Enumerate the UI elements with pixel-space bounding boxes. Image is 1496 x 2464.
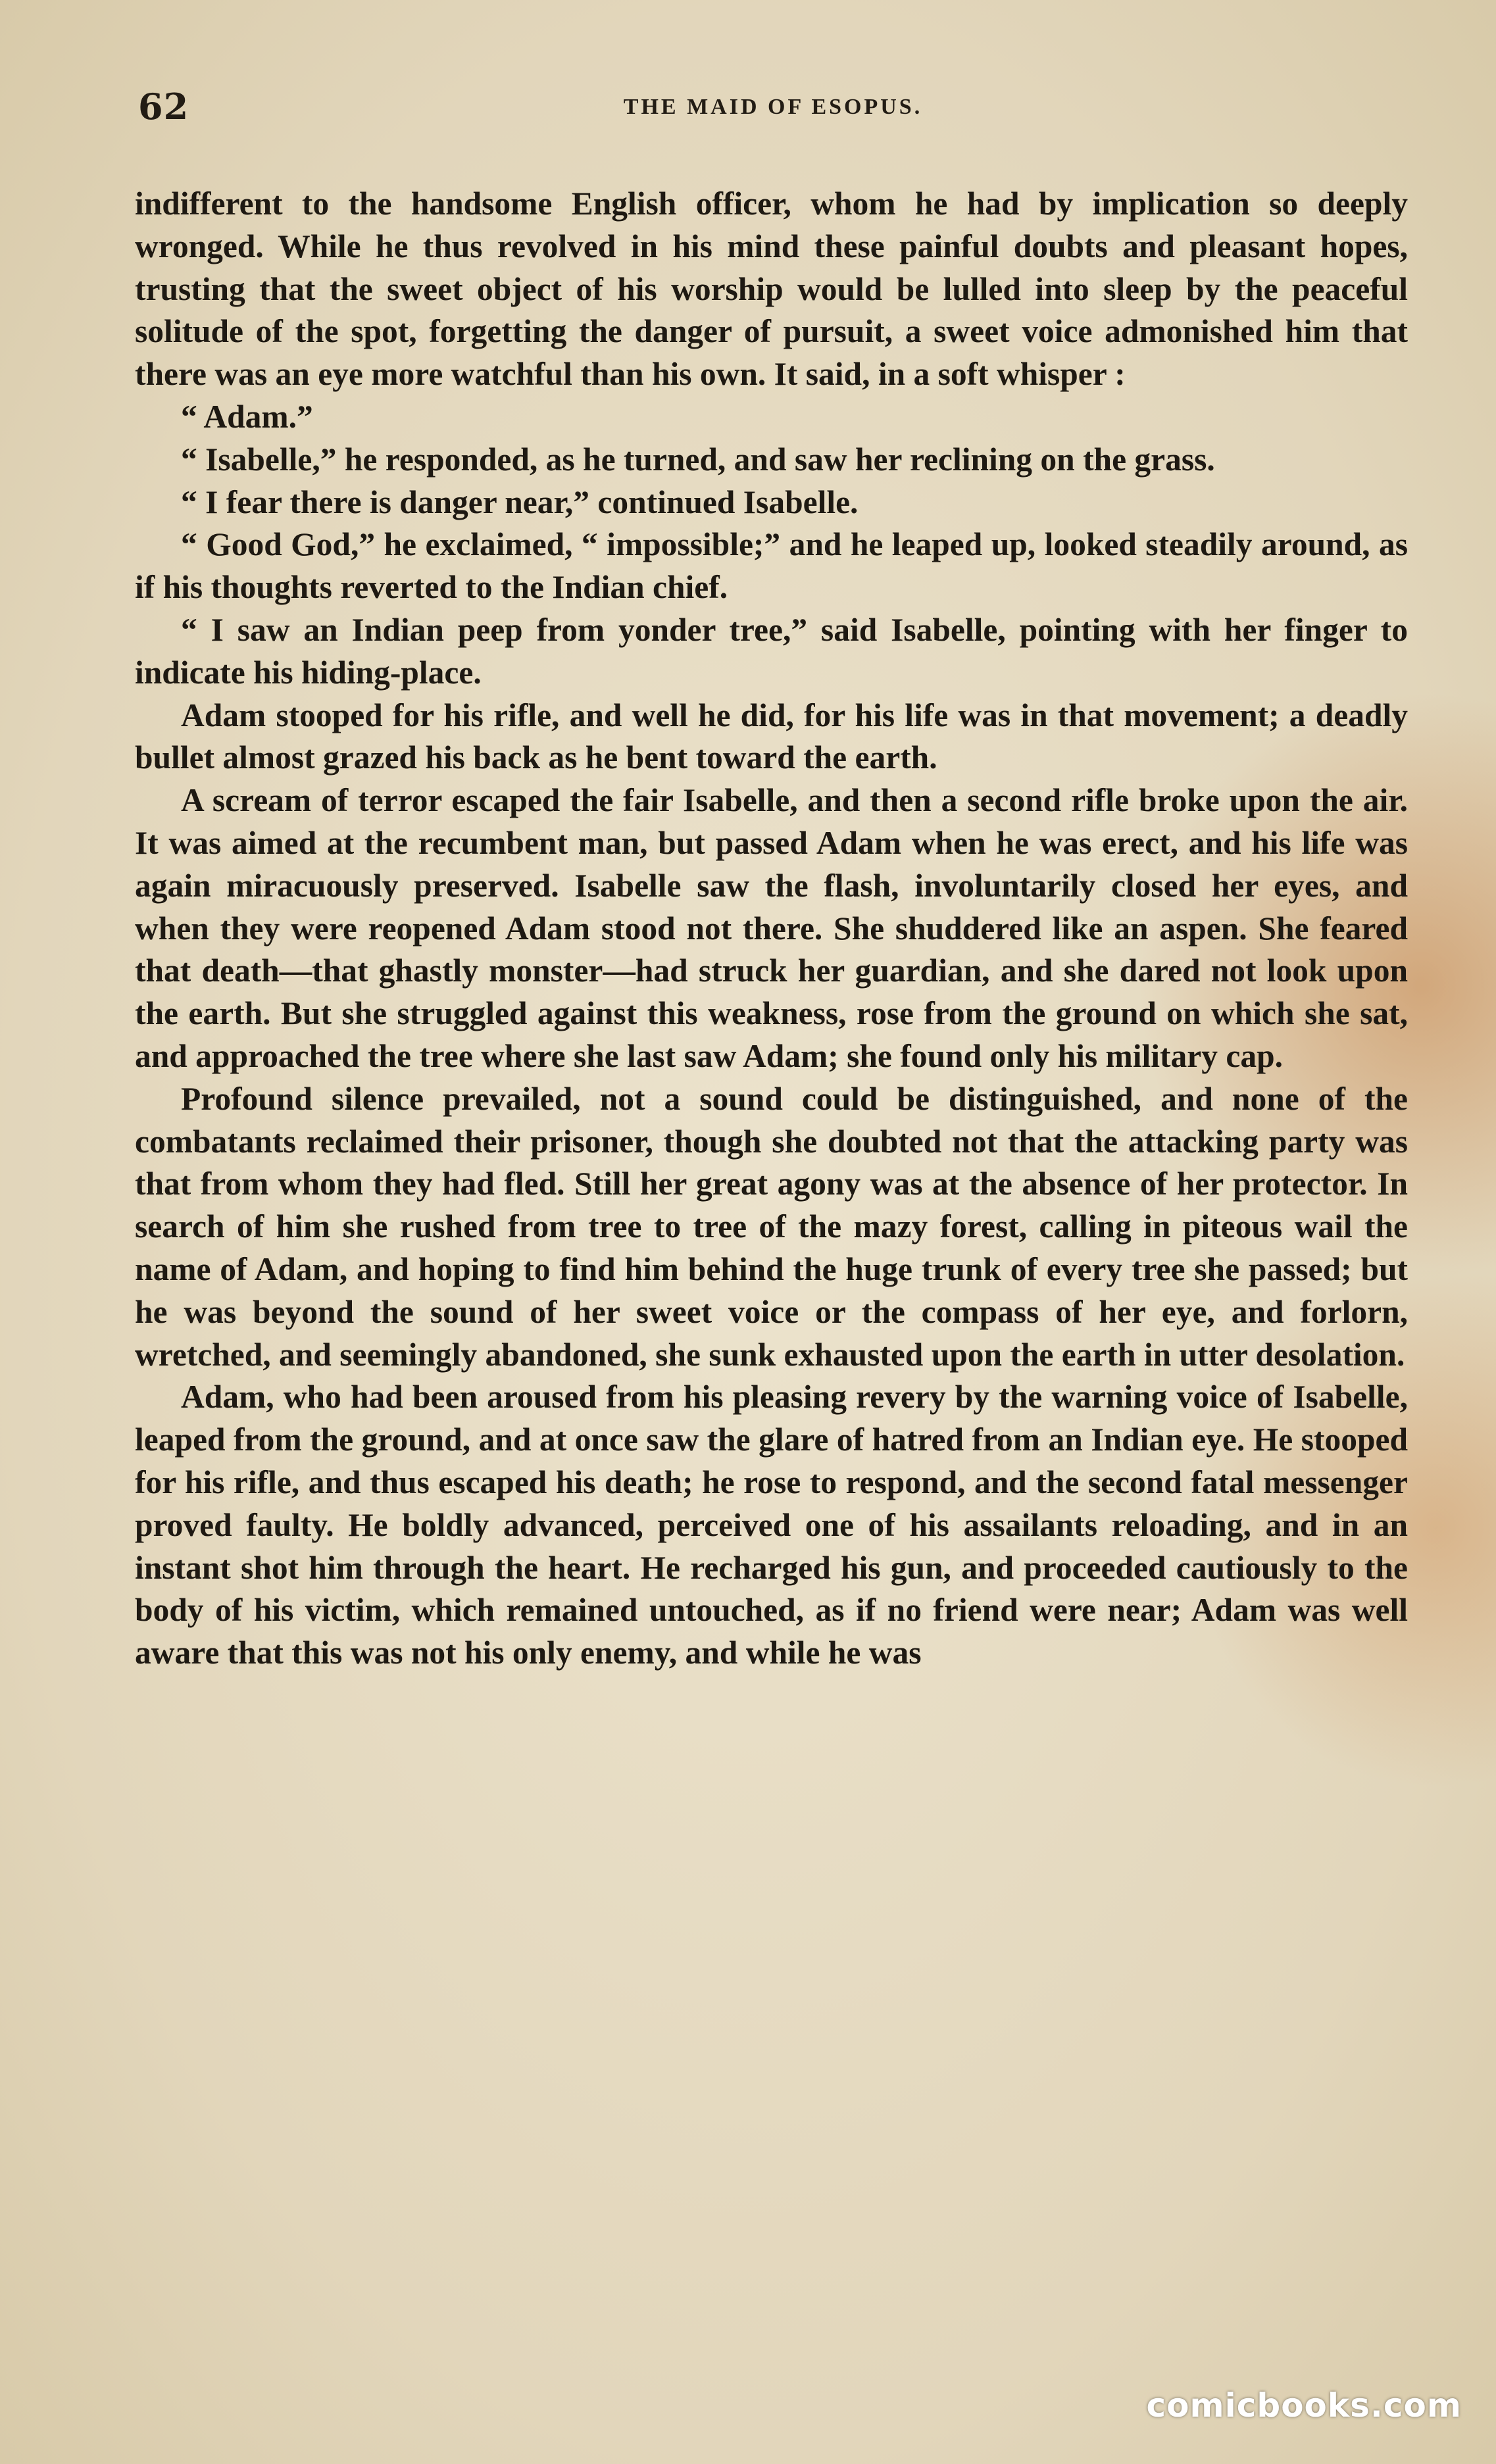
paragraph: Profound silence prevailed, not a sound could be distinguished, and none of the combatants reclaimed their prisoner, though she doubted not that the attacking party was that from whom they had fled. Still her great agony was at the absence of her protector. In search of him she rushed from tree to tree of the mazy forest, calling in piteous wail the name of Adam, and hoping to find him behind the huge trunk of every tree she passed; but he was beyond the sound of her sweet voice or the compass of her eye, and forlorn, wretched, and seemingly abandoned, she sunk exhausted upon the earth in utter desolation.: [135, 1080, 1408, 1373]
page-header: [138, 86, 1408, 138]
running-head: THE MAID OF ESOPUS.: [623, 95, 923, 119]
paragraph: indifferent to the handsome English officer, whom he had by implication so deeply wronged. While he thus revolved in his mind these painful doubts and pleasant hopes, trusting that the sweet object of his worship would be lulled into sleep by the peaceful solitude of the spot, forgetting the danger of pursuit, a sweet voice admonished him that there was an eye more watchful than his own. It said, in a soft whisper :: [135, 185, 1408, 393]
page-number: 62: [138, 86, 189, 128]
body-text: [135, 183, 1408, 1675]
paragraph: “ Isabelle,” he responded, as he turned, and saw her reclining on the grass.: [181, 441, 1215, 478]
site-watermark: comicbooks.com: [1146, 2386, 1462, 2425]
paragraph: Adam, who had been aroused from his pleasing revery by the warning voice of Isabelle, leaped from the ground, and at once saw the glare of hatred from an Indian eye. He stooped for his rifle, and thus escaped his death; he rose to respond, and the second fatal messenger proved faulty. He boldly advanced, perceived one of his assailants reloading, and in an instant shot him through the heart. He recharged his gun, and proceeded cautiously to the body of his victim, which remained untouched, as if no friend were near; Adam was well aware that this was not his only enemy, and while he was: [135, 1379, 1408, 1671]
paragraph: Adam stooped for his rifle, and well he did, for his life was in that movement; a deadly bullet almost grazed his back as he bent toward the earth.: [135, 697, 1408, 776]
paragraph: “ Good God,” he exclaimed, “ impossible;” and he leaped up, looked steadily around, as if his thoughts reverted to the Indian chief.: [135, 526, 1408, 606]
paragraph: A scream of terror escaped the fair Isabelle, and then a second rifle broke upon the air. It was aimed at the recumbent man, but passed Adam when he was erect, and his life was again miracuously preserved. Isabelle saw the flash, involuntarily closed her eyes, and when they were reopened Adam stood not there. She shuddered like an aspen. She feared that death—that ghastly monster—had struck her guardian, and she dared not look upon the earth. But she struggled against this weakness, rose from the ground on which she sat, and approached the tree where she last saw Adam; she found only his military cap.: [135, 782, 1408, 1074]
paragraph: “ I fear there is danger near,” continued Isabelle.: [181, 483, 859, 520]
paragraph: “ Adam.”: [181, 398, 313, 435]
paragraph: “ I saw an Indian peep from yonder tree,” said Isabelle, pointing with her finger to indicate his hiding-place.: [135, 611, 1408, 691]
